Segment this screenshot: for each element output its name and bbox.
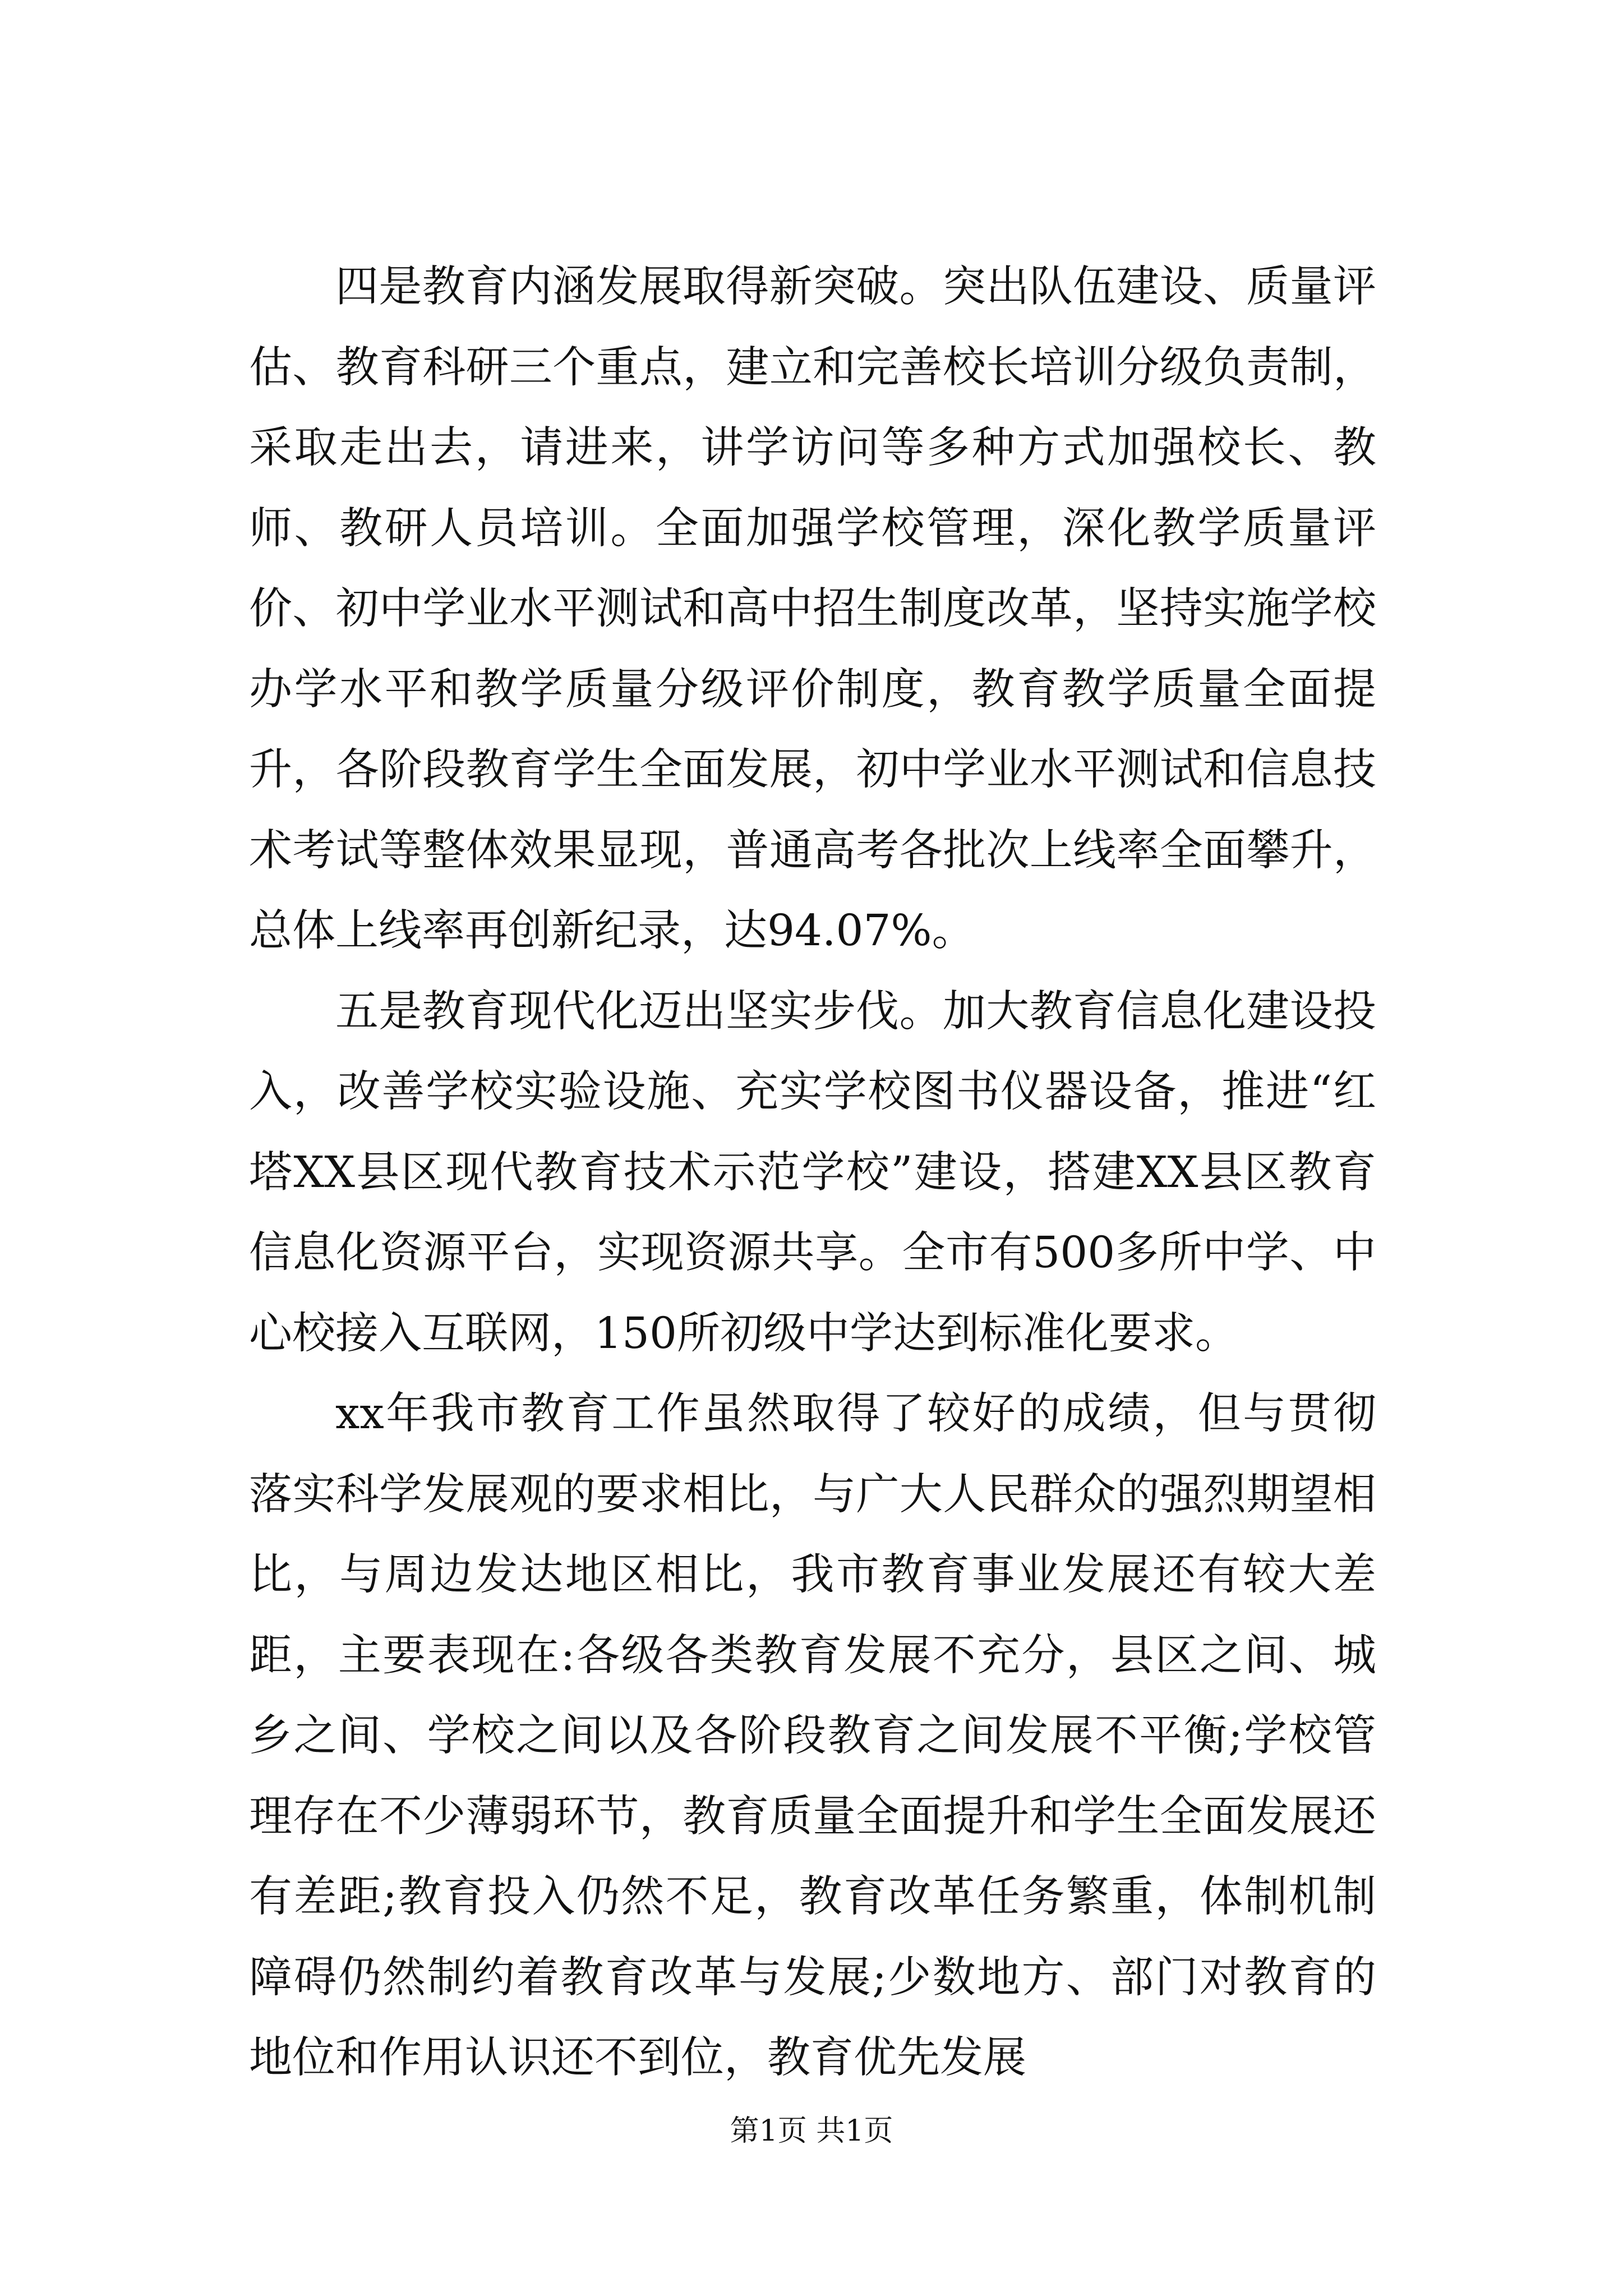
paragraph-education-modernization: 五是教育现代化迈出坚实步伐。加大教育信息化建设投入，改善学校实验设施、充实学校图书仪器设备，推进“红塔XX县区现代教育技术示范学校”建设，搭建XX县区教育信息化资源平台，实现资源共享。全市有500多所中学、中心校接入互联网，150所初级中学达到标准化要求。 bbox=[249, 986, 1376, 1359]
page-footer: 第1页 共1页 bbox=[730, 2114, 893, 2148]
paragraph-education-connotation: 四是教育内涵发展取得新突破。突出队伍建设、质量评估、教育科研三个重点，建立和完善校长培训分级负责制，采取走出去，请进来，讲学访问等多种方式加强校长、教师、教研人员培训。全面加强学校管理，深化教学质量评价、初中学业水平测试和高中招生制度改革，坚持实施学校办学水平和教学质量分级评价制度，教育教学质量全面提升，各阶段教育学生全面发展，初中学业水平测试和信息技术考试等整体效果显现，普通高考各批次上线率全面攀升，总体上线率再创新纪录，达94.07%。 bbox=[249, 262, 1376, 956]
paragraph-gaps-and-problems: xx年我市教育工作虽然取得了较好的成绩，但与贯彻落实科学发展观的要求相比，与广大人民群众的强烈期望相比，与周边发达地区相比，我市教育事业发展还有较大差距，主要表现在:各级各类教育发展不充分，县区之间、城乡之间、学校之间以及各阶段教育之间发展不平衡;学校管理存在不少薄弱环节，教育质量全面提升和学生全面发展还有差距;教育投入仍然不足，教育改革任务繁重，体制机制障碍仍然制约着教育改革与发展;少数地方、部门对教育的地位和作用认识还不到位，教育优先发展 bbox=[249, 1389, 1376, 2083]
document-body bbox=[249, 247, 1376, 2099]
